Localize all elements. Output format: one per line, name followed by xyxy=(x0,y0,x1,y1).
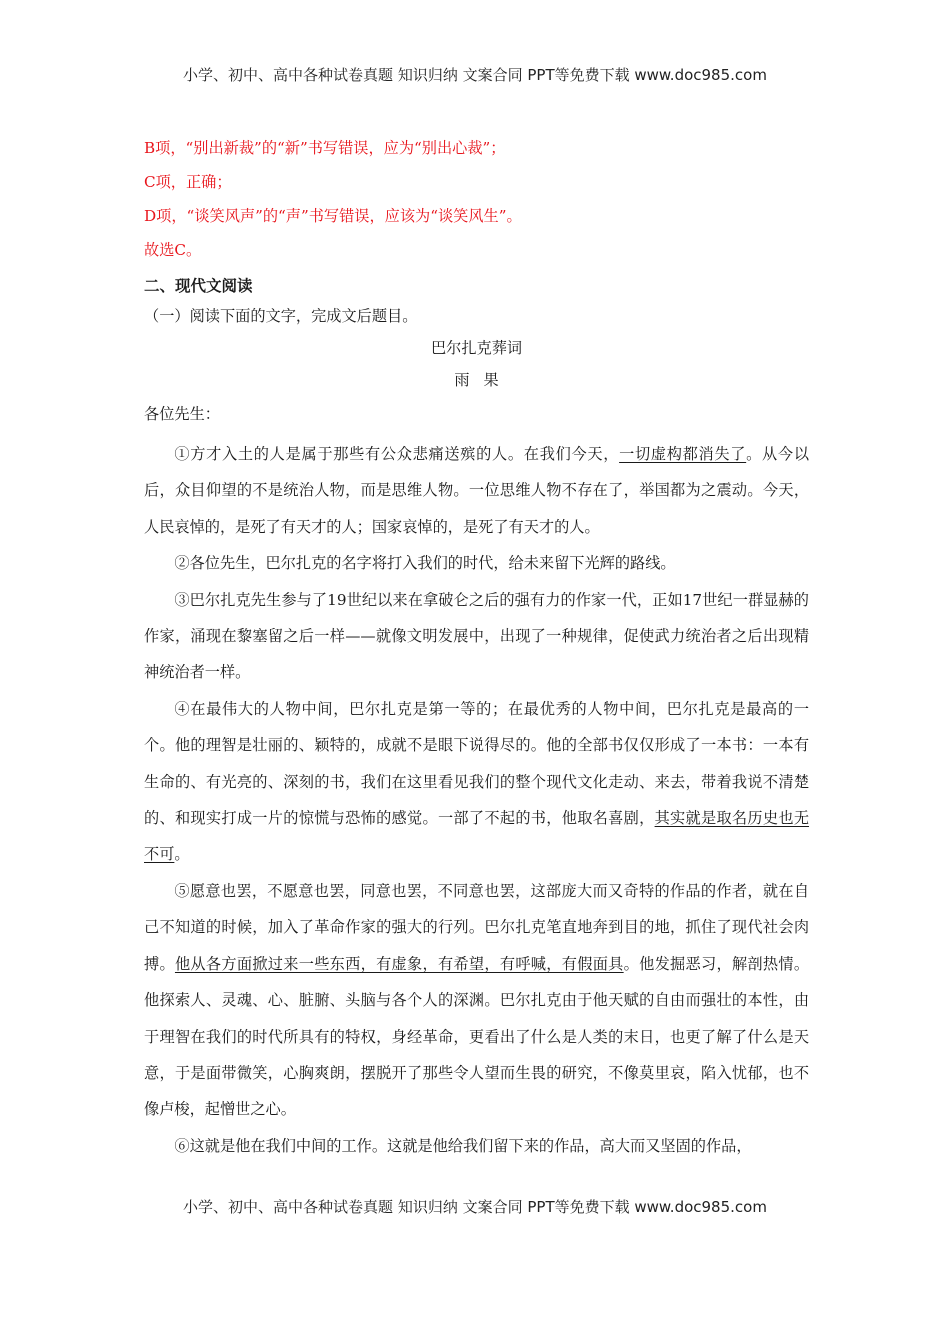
paragraph-6: ⑥这就是他在我们中间的工作。这就是他给我们留下来的作品，高大而又坚固的作品， xyxy=(174,1136,752,1155)
answer-conclusion: 故选C。 xyxy=(144,241,202,259)
reading-instructions: （一）阅读下面的文字，完成文后题目。 xyxy=(144,307,418,325)
paragraph-4 xyxy=(144,691,809,873)
paragraph-1 xyxy=(144,436,809,545)
paragraph-4-text-b: 。 xyxy=(174,845,190,864)
paragraph-2: ②各位先生，巴尔扎克的名字将打入我们的时代，给未来留下光辉的路线。 xyxy=(174,554,676,573)
paragraph-1-underlined: 一切虚构都消失了 xyxy=(619,445,747,463)
paragraph-5-text-a: ⑤愿意也罢，不愿意也罢，同意也罢，不同意也罢，这部庞大而又奇特的作品的作者，就在自己不知道的时候，加入了革命作家的强大的行列。巴尔扎克笔直地奔到目的地，抓住了现代社会肉搏。 xyxy=(144,881,809,973)
paragraph-5-text-b: 。他发掘恶习，解剖热情。他探索人、灵魂、心、脏腑、头脑与各个人的深渊。巴尔扎克由于他天赋的自由而强壮的本性，由于理智在我们的时代所具有的特权，身经革命，更看出了什么是人类的末日，也更了解了什么是天意，于是面带微笑，心胸爽朗，摆脱开了那些令人望而生畏的研究，不像莫里哀，陷入忧郁，也不像卢梭，起憎世之心。 xyxy=(144,954,810,1119)
paragraph-1-text-b: 。从今以后，众目仰望的不是统治人物，而是思维人物。一位思维人物不存在了，举国都为之震动。今天，人民哀悼的，是死了有天才的人；国家哀悼的，是死了有天才的人。 xyxy=(144,445,810,536)
section-heading: 二、现代文阅读 xyxy=(144,277,253,295)
article-greeting: 各位先生： xyxy=(144,405,220,423)
document-body xyxy=(144,136,809,1164)
page-header-banner: 小学、初中、高中各种试卷真题 知识归纳 文案合同 PPT等免费下载 www.doc985.com xyxy=(183,66,767,84)
paragraph-4-underlined: 其实就是取名历史也无不可 xyxy=(144,809,810,864)
paragraph-4-text-a: ④在最伟大的人物中间，巴尔扎克是第一等的；在最优秀的人物中间，巴尔扎克是最高的一个。他的理智是壮丽的、颖特的，成就不是眼下说得尽的。他的全部书仅仅形成了一本书：一本有生命的、有光亮的、深刻的书，我们在这里看见我们的整个现代文化走动、来去，带着我说不清楚的、和现实打成一片的惊慌与恐怖的感觉。一部了不起的书，他取名喜剧， xyxy=(144,699,809,828)
article-title: 巴尔扎克葬词 xyxy=(430,339,523,357)
answer-option-b: B项，“别出新裁”的“新”书写错误，应为“别出心裁”； xyxy=(144,139,506,157)
paragraph-1-text-a: ①方才入土的人是属于那些有公众悲痛送殡的人。在我们今天， xyxy=(174,445,620,463)
paragraph-5 xyxy=(144,873,809,1128)
page-footer-banner: 小学、初中、高中各种试卷真题 知识归纳 文案合同 PPT等免费下载 www.doc985.com xyxy=(183,1198,767,1216)
paragraph-5-underlined: 他从各方面掀过来一些东西，有虚象，有希望，有呼喊，有假面具 xyxy=(174,954,624,973)
answer-option-c: C项，正确； xyxy=(144,173,232,191)
paragraph-3: ③巴尔扎克先生参与了19世纪以来在拿破仑之后的强有力的作家一代，正如17世纪一群显赫的作家，涌现在黎塞留之后一样——就像文明发展中，出现了一种规律，促使武力统治者之后出现精神统治者一样。 xyxy=(144,590,809,682)
article-author: 雨果 xyxy=(454,371,513,389)
answer-option-d: D项，“谈笑风声”的“声”书写错误，应该为“谈笑风生”。 xyxy=(144,207,522,225)
